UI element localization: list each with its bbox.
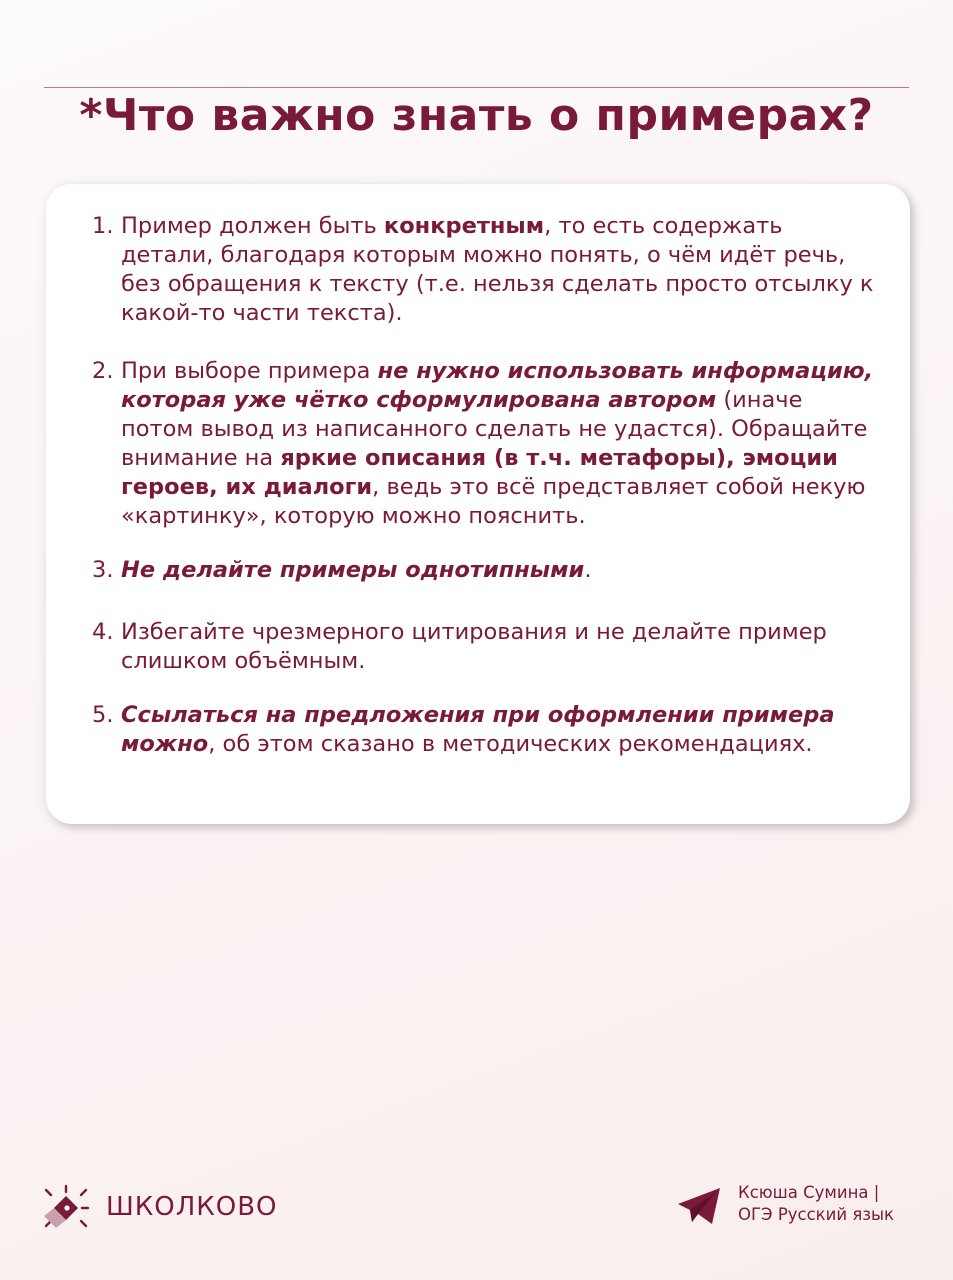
shkolkovo-logo-icon xyxy=(42,1184,94,1230)
item-number: 4. xyxy=(92,619,114,645)
item-number: 3. xyxy=(92,557,114,583)
author-name: Ксюша Сумина | xyxy=(738,1183,880,1202)
author-caption xyxy=(738,1182,894,1226)
list-item-4: 4. Избегайте чрезмерного цитирования и не делайте пример слишком объёмным. xyxy=(92,619,827,674)
list-item-1: 1. Пример должен быть конкретным, то есть содержать детали, благодаря которым можно понять, о чём идёт речь, без обращения к тексту (т.е. нельзя сделать просто отсылку к какой-то части текста). xyxy=(92,213,874,326)
list-item-3: 3. Не делайте примеры однотипными. xyxy=(92,557,592,583)
top-divider xyxy=(44,87,909,88)
page-title: *Что важно знать о примерах? xyxy=(79,90,874,141)
list-item-5: 5. Ссылаться на предложения при оформлении примера можно, об этом сказано в методических рекомендациях. xyxy=(92,702,835,757)
content-card xyxy=(46,184,910,824)
telegram-icon xyxy=(676,1186,722,1226)
list-item-2: 2. При выборе примера не нужно использовать информацию, которая уже чётко сформулирована автором (иначе потом вывод из написанного сделать не удастся). Обращайте внимание на яркие описания (в т.ч. метафоры), эмоции героев, их диалоги, ведь это всё представляет собой некую «картинку», которую можно пояснить. xyxy=(92,358,874,529)
tips-list xyxy=(92,212,880,759)
item-number: 5. xyxy=(92,702,114,728)
course-name: ОГЭ Русский язык xyxy=(738,1205,895,1224)
brand-name: ШКОЛКОВО xyxy=(106,1192,278,1222)
item-number: 2. xyxy=(92,358,114,384)
item-number: 1. xyxy=(92,213,114,239)
